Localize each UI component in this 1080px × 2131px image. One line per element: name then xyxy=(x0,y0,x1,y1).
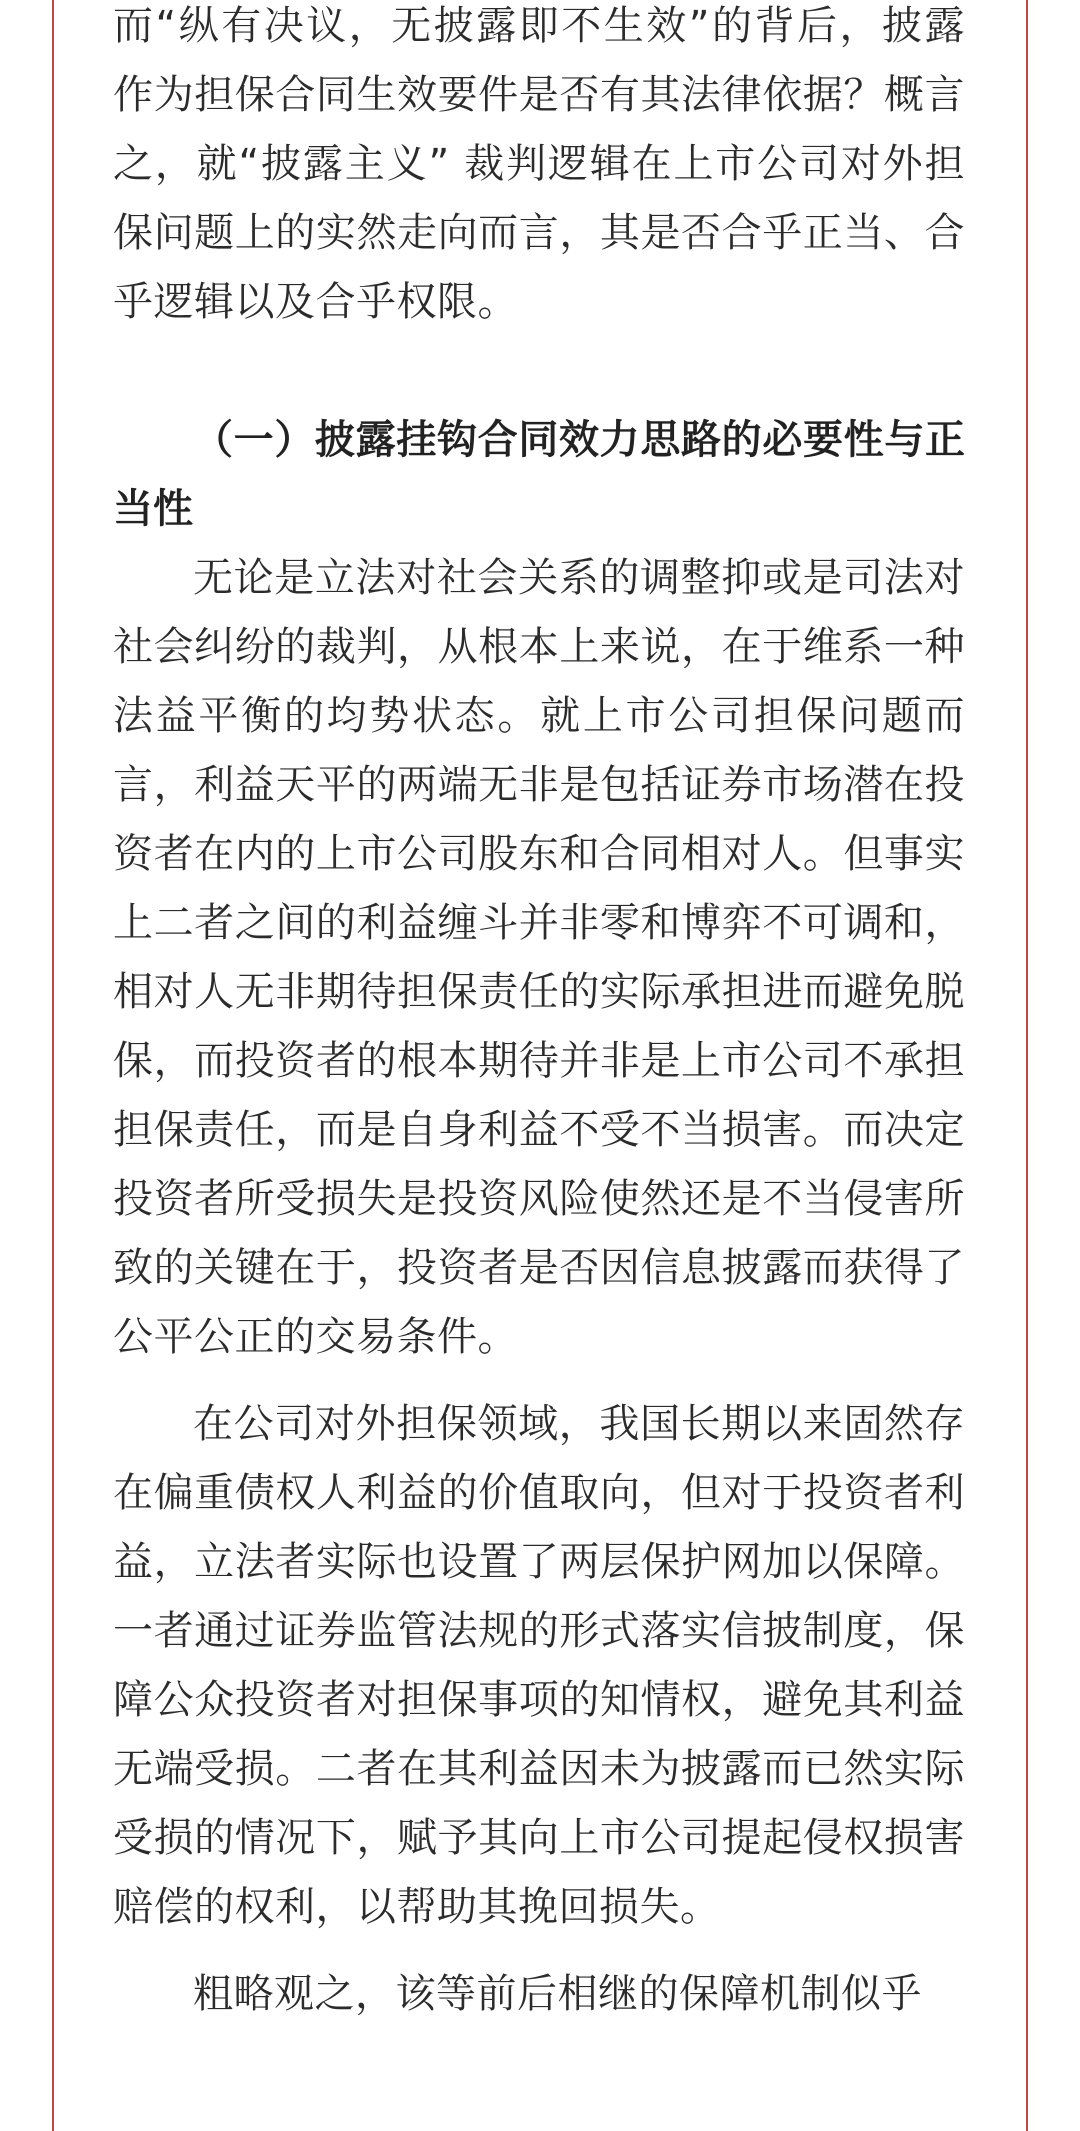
section-heading: （一）披露挂钩合同效力思路的必要性与正当性 xyxy=(113,417,965,532)
page-border-left xyxy=(52,0,54,2131)
paragraph-balance-of-interests: 无论是立法对社会关系的调整抑或是司法对社会纠纷的裁判，从根本上来说，在于维系一种法益平衡的均势状态。就上市公司担保问题而言，利益天平的两端无非是包括证券市场潜在投资者在内的上市公司股东和合同相对人。但事实上二者之间的利益缠斗并非零和博弈不可调和，相对人无非期待担保责任的实际承担进而避免脱保，而投资者的根本期待并非是上市公司不承担担保责任，而是自身利益不受不当损害。而决定投资者所受损失是投资风险使然还是不当侵害所致的关键在于，投资者是否因信息披露而获得了公平公正的交易条件。 xyxy=(113,555,965,1360)
paragraph-spacer xyxy=(113,1942,965,1960)
paragraph-intro-continued: 而“纵有决议，无披露即不生效”的背后，披露作为担保合同生效要件是否有其法律依据？概言之，就“披露主义” 裁判逻辑在上市公司对外担保问题上的实然走向而言，其是否合乎正当、合乎逻辑以及合乎权限。 xyxy=(113,3,965,325)
paragraph-mechanism-overview: 粗略观之，该等前后相继的保障机制似乎 xyxy=(193,1971,922,2017)
page-border-right xyxy=(1026,0,1028,2131)
paragraph-spacer xyxy=(113,337,965,406)
article-body xyxy=(113,0,965,2029)
paragraph-spacer xyxy=(113,1372,965,1390)
paragraph-investor-protection: 在公司对外担保领域，我国长期以来固然存在偏重债权人利益的价值取向，但对于投资者利益，立法者实际也设置了两层保护网加以保障。一者通过证券监管法规的形式落实信披制度，保障公众投资者对担保事项的知情权，避免其利益无端受损。二者在其利益因未为披露而已然实际受损的情况下，赋予其向上市公司提起侵权损害赔偿的权利，以帮助其挽回损失。 xyxy=(113,1401,965,1930)
